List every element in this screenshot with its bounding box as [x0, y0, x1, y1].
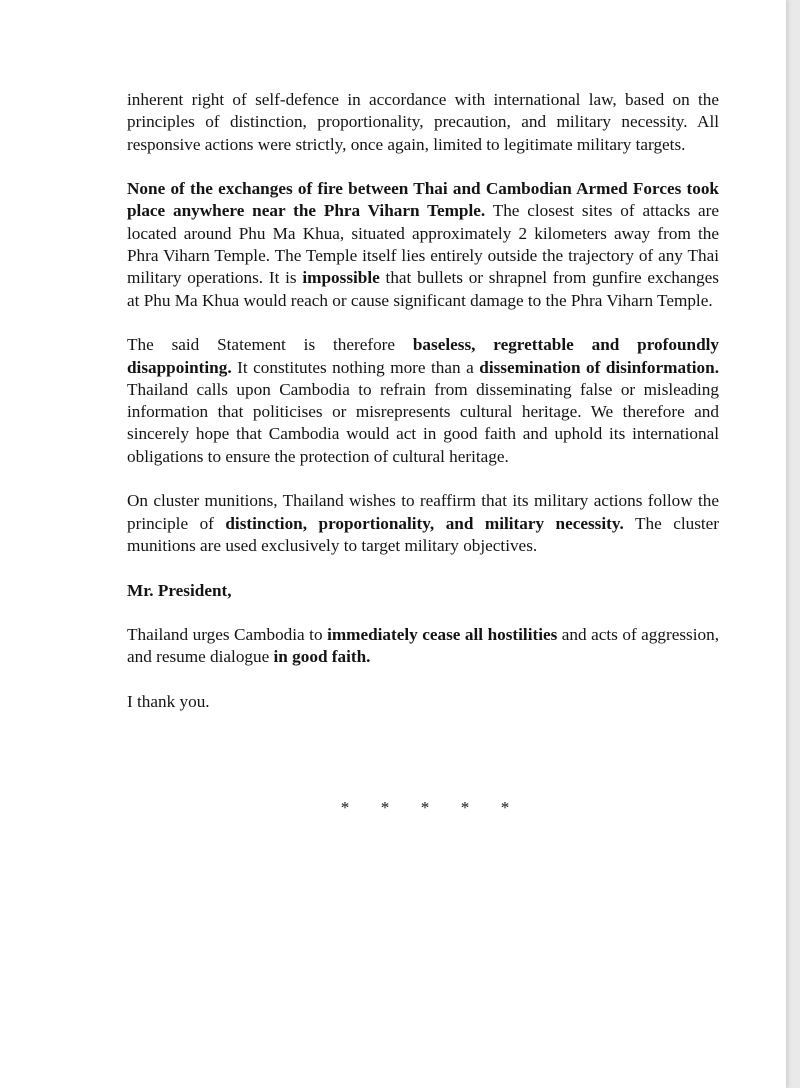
paragraph-text: inherent right of self-defence in accordance with international law, based on the principles of distinction, proportionality, precaution, and military necessity. All responsive actions were strictly, once again, limited to legitimate military targets.: [127, 90, 719, 154]
paragraph-text: It constitutes nothing more than a: [231, 357, 480, 377]
paragraph-text: and acts of aggression, and resume dialogue: [127, 625, 719, 667]
document-body: [127, 89, 719, 736]
asterisk-mark: *: [420, 798, 430, 817]
asterisk-mark: *: [500, 798, 510, 817]
end-of-document-marks: [335, 797, 515, 819]
paragraph-text: Thailand calls upon Cambodia to refrain from disseminating false or misleading information that politicises or misrepresents cultural heritage. We therefore and sincerely hope that Cambodia would act in good faith and uphold its international obligations to ensure the protection of cultural heritage.: [127, 379, 719, 466]
bold-statement: None of the exchanges of fire between Thai and Cambodian Armed Forces took place anywhere near the Phra Viharn Temple.: [127, 179, 719, 221]
paragraph-text: The cluster munitions are used exclusively to target military objectives.: [127, 513, 720, 555]
paragraph-exchanges-of-fire: [127, 178, 719, 312]
asterisk-mark: *: [460, 798, 470, 817]
bold-emphasis: immediately cease all hostilities: [327, 625, 558, 645]
asterisk-mark: *: [340, 798, 350, 817]
bold-emphasis: dissemination of disinformation.: [479, 357, 719, 377]
paragraph-cluster-munitions: [127, 490, 719, 557]
paragraph-text: On cluster munitions, Thailand wishes to reaffirm that its military actions follow the principle of: [127, 491, 719, 533]
paragraph-urges-cambodia: [127, 624, 719, 669]
salutation-heading: [127, 580, 719, 602]
paragraph-text: The closest sites of attacks are located around Phu Ma Khua, situated approximately 2 kilometers away from the Phra Viharn Temple. The Temple itself lies entirely outside the trajectory of any Thai military operations. It is: [127, 201, 719, 288]
paragraph-text: Thailand urges Cambodia to: [127, 625, 328, 645]
bold-emphasis: distinction, proportionality, and military necessity.: [225, 513, 624, 533]
asterisk-mark: *: [380, 798, 390, 817]
paragraph-text: The said Statement is therefore: [127, 335, 413, 355]
bold-emphasis: baseless, regrettable and profoundly disappointing.: [127, 335, 720, 377]
bold-emphasis: in good faith.: [273, 647, 371, 667]
closing-line: [127, 691, 719, 713]
paragraph-self-defence: [127, 89, 719, 156]
bold-emphasis: impossible: [302, 268, 380, 288]
paragraph-text: that bullets or shrapnel from gunfire exchanges at Phu Ma Khua would reach or cause significant damage to the Phra Viharn Temple.: [127, 268, 719, 310]
paragraph-statement-baseless: [127, 334, 719, 468]
closing-text: I thank you.: [127, 692, 210, 712]
salutation-text: Mr. President,: [127, 580, 232, 600]
